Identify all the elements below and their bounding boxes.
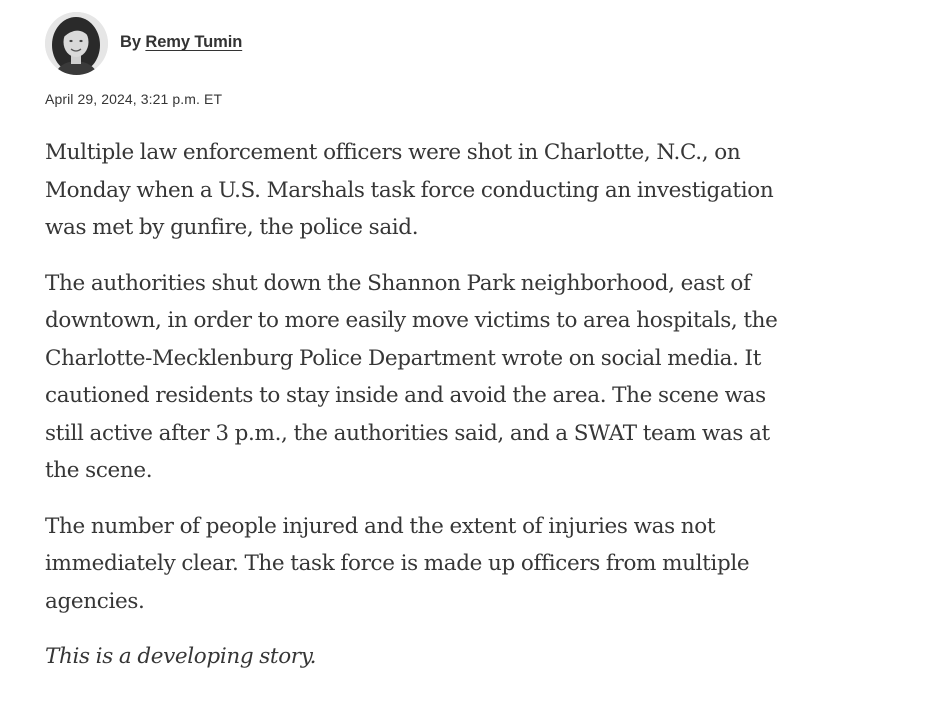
paragraph-1: Multiple law enforcement officers were shot in Charlotte, N.C., on Monday when a U.S. Marshals task force conducting an investigation was met by gunfire, the police said. — [45, 140, 774, 240]
article-body — [45, 134, 805, 676]
paragraph-2: The authorities shut down the Shannon Park neighborhood, east of downtown, in order to more easily move victims to area hospitals, the Charlotte-Mecklenburg Police Department wrote on social media. It cautioned residents to stay inside and avoid the area. The scene was still active after 3 p.m., the authorities said, and a SWAT team was at the scene. — [45, 270, 778, 483]
timestamp: April 29, 2024, 3:21 p.m. ET — [45, 91, 223, 107]
author-avatar[interactable] — [45, 12, 108, 75]
developing-story-note: This is a developing story. — [45, 644, 317, 669]
byline-prefix: By — [120, 33, 141, 51]
paragraph-3: The number of people injured and the extent of injuries was not immediately clear. The task force is made up officers from multiple agencies. — [45, 513, 750, 614]
article — [45, 12, 805, 694]
byline-text — [120, 33, 242, 52]
author-link[interactable]: Remy Tumin — [145, 33, 243, 51]
byline — [45, 12, 805, 75]
author-photo — [45, 12, 108, 75]
